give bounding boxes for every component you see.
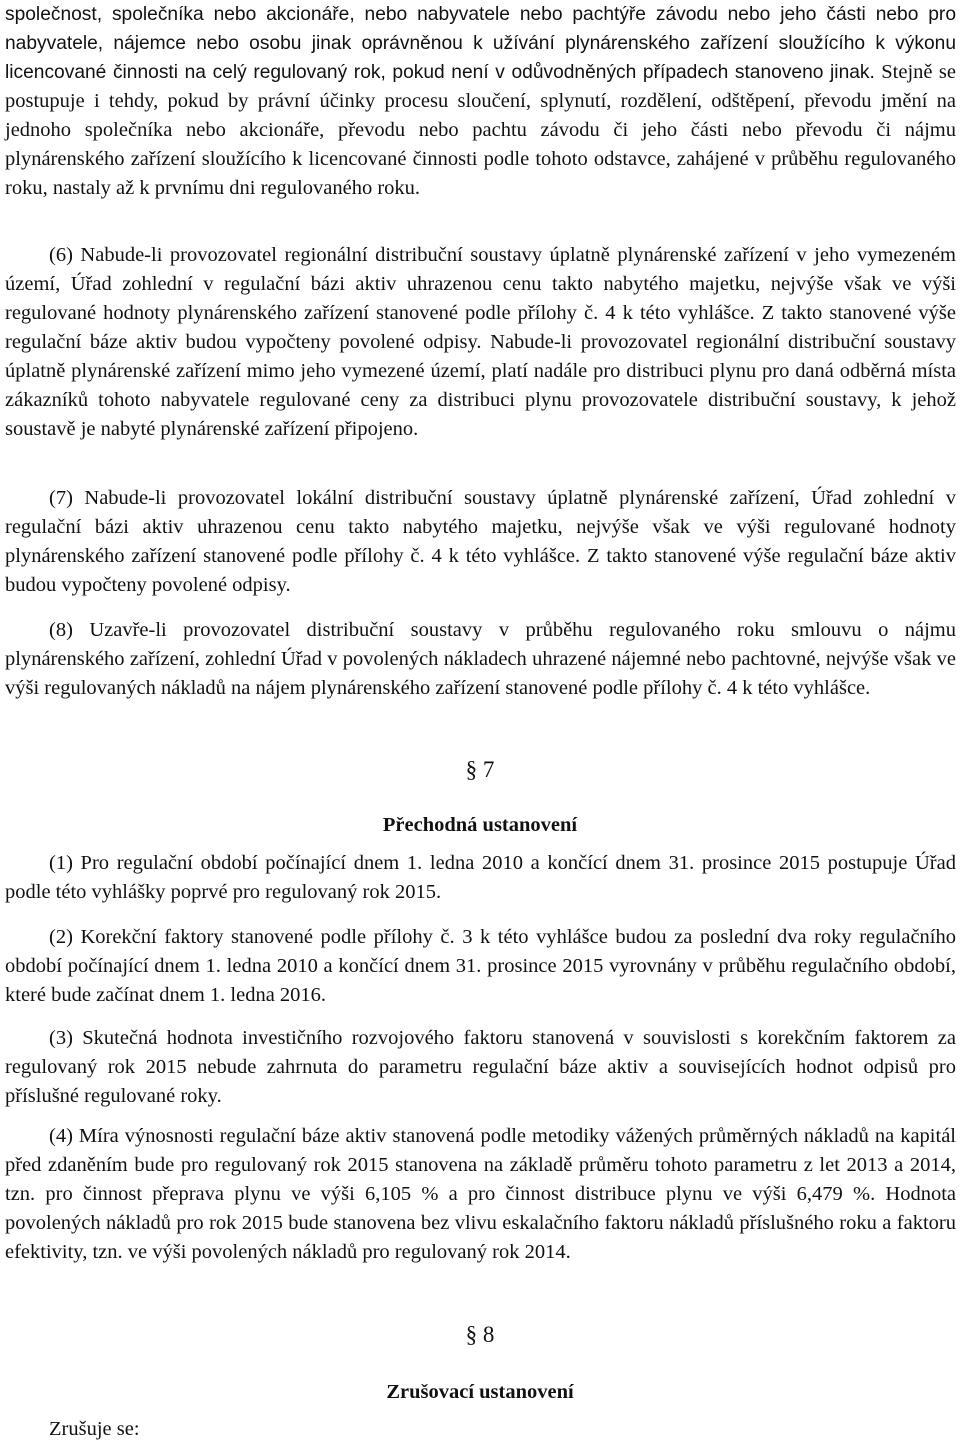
paragraph-5-continuation-serif: Stejně se postupuje i tehdy, pokud by právní účinky procesu sloučení, splynutí, rozdělení, odštěpení, převodu jmění na jednoho společníka nebo akcionáře, převodu nebo pachtu závodu či jeho části nebo převodu či nájmu plynárenského zařízení sloužícího k licencované činnosti podle tohoto odstavce, zahájené v průběhu regulovaného roku, nastaly až k prvnímu dni regulovaného roku. [5, 61, 956, 199]
section-7-number: § 7 [465, 757, 495, 782]
section-7-item-3: (3) Skutečná hodnota investičního rozvojového faktoru stanovená v souvislosti s korekčním faktorem za regulovaný rok 2015 nebude zahrnuta do parametru regulační báze aktiv a souvisejících hodnot odpisů pro příslušné regulované roky. [5, 1027, 956, 1107]
paragraph-5-continuation-sans: společnost, společníka nebo akcionáře, nebo nabyvatele nebo pachtýře závodu nebo jeho části nebo pro nabyvatele, nájemce nebo osobu jinak oprávněnou k užívání plynárenského zařízení sloužícího k výkonu licencované činnosti na celý regulovaný rok, pokud není v odůvodněných případech stanoveno jinak. [5, 4, 956, 83]
section-7-item-4: (4) Míra výnosnosti regulační báze aktiv stanovená podle metodiky vážených průměrných nákladů na kapitál před zdaněním bude pro regulovaný rok 2015 stanovena na základě průměru tohoto parametru z let 2013 a 2014, tzn. pro činnost přeprava plynu ve výši 6,105 % a pro činnost distribuce plynu ve výši 6,479 %. Hodnota povolených nákladů pro rok 2015 bude stanovena bez vlivu eskalačního faktoru nákladů příslušného roku a faktoru efektivity, tzn. ve výši povolených nákladů pro regulovaný rok 2014. [5, 1125, 956, 1263]
paragraph-6 [5, 241, 956, 444]
section-7-title: Přechodná ustanovení [382, 814, 578, 836]
paragraph-6-part-b: Nabude-li provozovatel regionální distribuční soustavy úplatně plynárenské zařízení mimo jeho vymezené území, platí nadále pro distribuci plynu pro daná odběrná místa zákazníků tohoto nabyvatele regulované ceny za distribuci plynu provozovatele distribuční soustavy, k jehož soustavě je nabyté plynárenské zařízení připojeno. [5, 331, 957, 440]
paragraph-7: (7) Nabude-li provozovatel lokální distribuční soustavy úplatně plynárenské zařízení, Úřad zohlední v regulační bázi aktiv uhrazenou cenu takto nabytého majetku, nejvýše však ve výši regulované hodnoty plynárenského zařízení stanovené podle přílohy č. 4 k této vyhlášce. Z takto stanovené výše regulační báze aktiv budou vypočteny povolené odpisy. [5, 487, 956, 596]
paragraph-5-continuation [5, 0, 956, 203]
paragraph-8: (8) Uzavře-li provozovatel distribuční soustavy v průběhu regulovaného roku smlouvu o nájmu plynárenského zařízení, zohlední Úřad v povolených nákladech uhrazené nájemné nebo pachtovné, nejvýše však ve výši regulovaných nákladů na nájem plynárenského zařízení stanovené podle přílohy č. 4 k této vyhlášce. [5, 619, 956, 699]
section-8-title: Zrušovací ustanovení [386, 1381, 574, 1403]
section-7-item-1: (1) Pro regulační období počínající dnem 1. ledna 2010 a končící dnem 31. prosince 2015 postupuje Úřad podle této vyhlášky poprvé pro regulovaný rok 2015. [5, 852, 956, 903]
section-7-item-2: (2) Korekční faktory stanovené podle přílohy č. 3 k této vyhlášce budou za poslední dva roky regulačního období počínající dnem 1. ledna 2010 a končící dnem 31. prosince 2015 vyrovnány v průběhu regulačního období, které bude začínat dnem 1. ledna 2016. [5, 926, 956, 1006]
section-8-intro: Zrušuje se: [49, 1418, 140, 1440]
section-8-number: § 8 [465, 1322, 495, 1347]
paragraph-6-part-a: (6) Nabude-li provozovatel regionální distribuční soustavy úplatně plynárenské zařízení v jeho vymezeném území, Úřad zohlední v regulační bázi aktiv uhrazenou cenu takto nabytého majetku, nejvýše však ve výši regulované hodnoty plynárenského zařízení stanovené podle přílohy č. 4 k této vyhlášce. Z takto stanovené výše regulační báze aktiv budou vypočteny povolené odpisy. [5, 244, 956, 353]
